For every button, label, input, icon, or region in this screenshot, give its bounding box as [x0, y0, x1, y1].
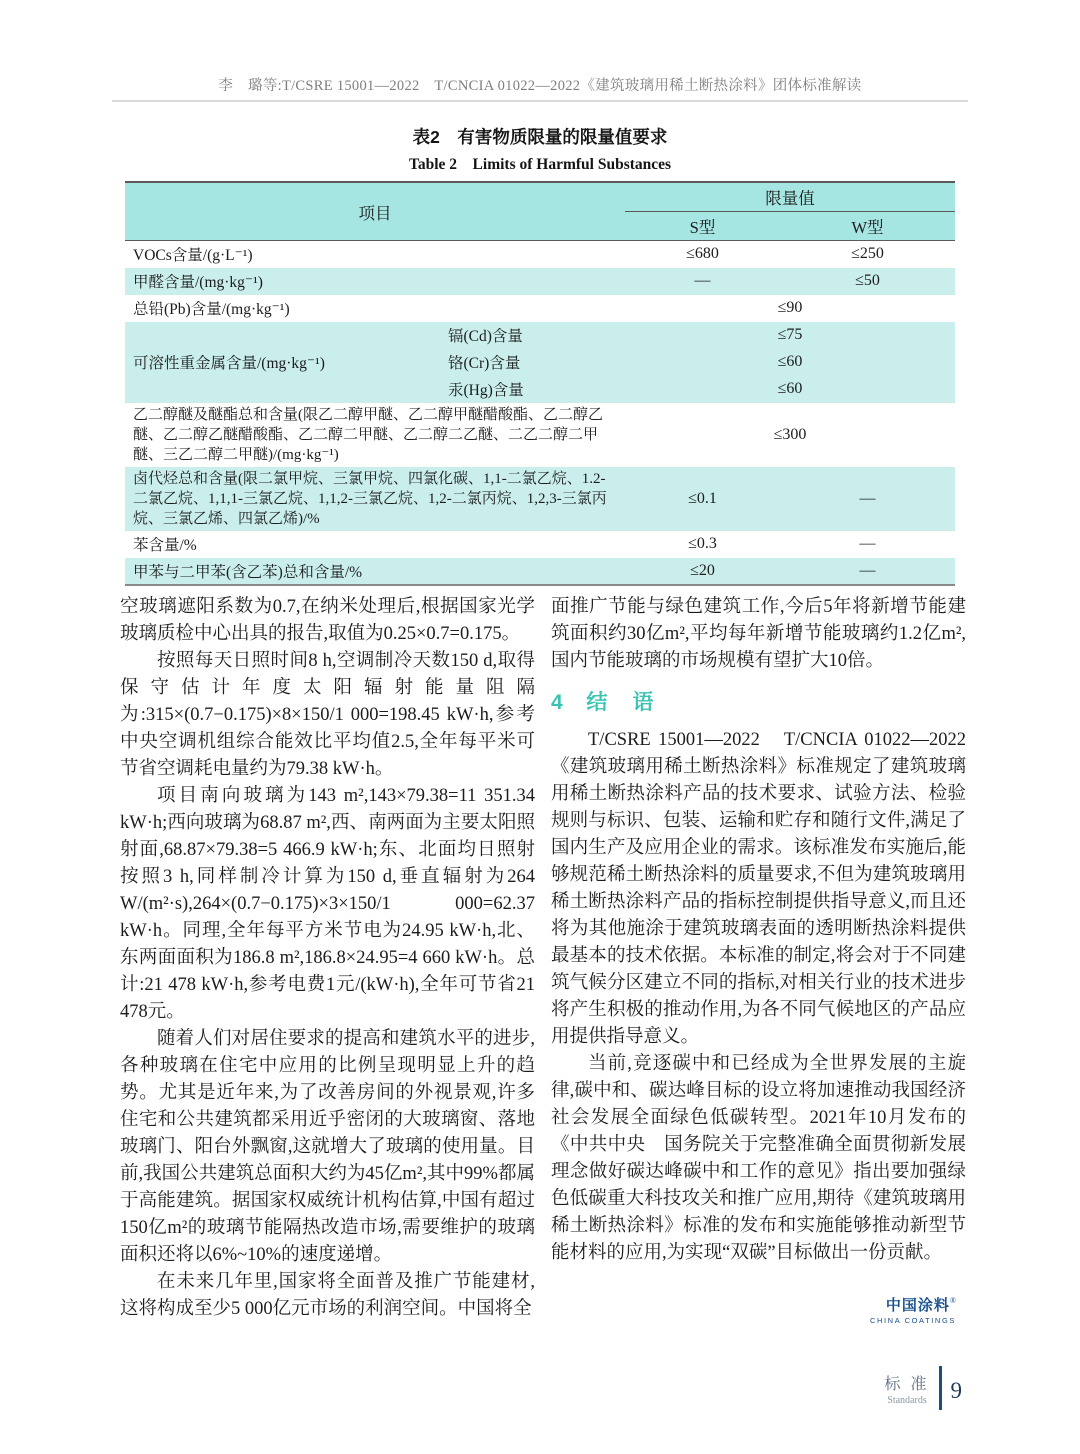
table-cell-s-value: — — [625, 268, 780, 295]
table-cell-s-value: ≤680 — [625, 241, 780, 268]
footer-section-en: Standards — [887, 1394, 927, 1406]
running-header: 李 璐等:T/CSRE 15001—2022 T/CNCIA 01022—2022《建筑玻璃用稀土断热涂料》团体标准解读 — [218, 78, 862, 94]
table-cell-merged-value: ≤60 — [625, 376, 955, 403]
table-cell-w-value: ≤250 — [780, 241, 955, 268]
table-cell-w-value: — — [780, 467, 955, 531]
table-cell-sublabel: 汞(Hg)含量 — [440, 376, 625, 403]
table-cell-w-value: — — [780, 558, 955, 585]
table-header-row — [125, 182, 955, 212]
header-cell-w-type: W型 — [780, 212, 955, 241]
header-rule — [112, 100, 968, 102]
table-row-glycol-ethers — [125, 403, 955, 467]
paragraph: 随着人们对居住要求的提高和建筑水平的进步,各种玻璃在住宅中应用的比例呈现明显上升的趋势。尤其是近年来,为了改善房间的外视景观,许多住宅和公共建筑都采用近乎密闭的大玻璃窗、落地玻璃门、阳台外飘窗,这就增大了玻璃的使用量。目前,我国公共建筑总面积大约为45亿m²,其中99%都属于高能建筑。据国家权威统计机构估算,中国有超过150亿m²的玻璃节能隔热改造市场,需要维护的玻璃面积还将以6%~10%的速度递增。 — [120, 1029, 535, 1265]
section-title: 结 语 — [586, 691, 656, 714]
table-cell-merged-value: ≤90 — [625, 295, 955, 322]
header-cell-limit: 限量值 — [625, 182, 955, 212]
table-cell-sublabel: 铬(Cr)含量 — [440, 349, 625, 376]
table-cell-label: VOCs含量/(g·L⁻¹) — [125, 241, 625, 268]
table-row-benzene — [125, 531, 955, 558]
table-cell-label: 甲苯与二甲苯(含乙苯)总和含量/% — [125, 558, 625, 585]
left-column — [120, 594, 535, 1326]
logo-text-zh: 中国涂料 — [885, 1297, 950, 1314]
table-cell-w-value: — — [780, 531, 955, 558]
table-cell-label: 总铅(Pb)含量/(mg·kg⁻¹) — [125, 295, 625, 322]
table-cell-label: 苯含量/% — [125, 531, 625, 558]
footer-section-zh: 标 准 — [884, 1375, 930, 1393]
footer-divider-bar — [939, 1366, 942, 1410]
paragraph: T/CSRE 15001—2022 T/CNCIA 01022—2022《建筑玻璃用稀土断热涂料》标准规定了建筑玻璃用稀土断热涂料产品的技术要求、试验方法、检验规则与标识、包装、运输和贮存和随行文件,满足了国内生产及应用企业的需求。该标准发布实施后,能够规范稀土断热涂料的质量要求,不但为建筑玻璃用稀土断热涂料产品的指标控制提供指导意义,而且还将为其他施涂于建筑玻璃表面的透明断热涂料提供最基本的技术依据。本标准的制定,将会对于不同建筑气候分区建立不同的指标,对相关行业的技术进步将产生积极的推动作用,为各不同气候地区的产品应用提供指导意义。 — [551, 730, 966, 1047]
table-cell-s-value: ≤0.3 — [625, 531, 780, 558]
china-coatings-logo — [551, 1295, 966, 1326]
paragraph: 空玻璃遮阳系数为0.7,在纳米处理后,根据国家光学玻璃质检中心出具的报告,取值为0.25×0.7=0.175。 — [120, 597, 535, 644]
table-cell-s-value: ≤20 — [625, 558, 780, 585]
harmful-substances-table — [125, 181, 955, 586]
table-cell-w-value: ≤50 — [780, 268, 955, 295]
section-heading-conclusion — [551, 690, 966, 716]
header-cell-s-type: S型 — [625, 212, 780, 241]
paragraph: 当前,竞逐碳中和已经成为全世界发展的主旋律,碳中和、碳达峰目标的设立将加速推动我国经济社会发展全面绿色低碳转型。2021年10月发布的《中共中央 国务院关于完整准确全面贯彻新发展理念做好碳达峰碳中和工作的意见》指出要加强绿色低碳重大科技攻关和推广应用,期待《建筑玻璃用稀土断热涂料》标准的发布和实施能够推动新型节能材料的应用,为实现“双碳”目标做出一份贡献。 — [551, 1054, 966, 1263]
table-cell-merged-value: ≤75 — [625, 322, 955, 349]
table-cell-label: 甲醛含量/(mg·kg⁻¹) — [125, 268, 625, 295]
table-cell-merged-value: ≤300 — [625, 403, 955, 467]
paragraph: 在未来几年里,国家将全面普及推广节能建材,这将构成至少5 000亿元市场的利润空间。中国将全 — [120, 1272, 535, 1319]
table-row-vocs — [125, 241, 955, 268]
harmful-substances-table-block — [125, 124, 955, 586]
table-cell-label: 可溶性重金属含量/(mg·kg⁻¹) — [125, 322, 440, 403]
paragraph: 项目南向玻璃为143 m²,143×79.38=11 351.34 kW·h;西向玻璃为68.87 m²,西、南两面为主要太阳照射面,68.87×79.38=5 466.9 kW·h;东、北面均日照射按照3 h,同样制冷计算为150 d,垂直辐射为264 W/(m²·s),264×(0.7−0.175)×3×150/1 000=62.37 kW·h。同理,全年每平方米节电为24.95 kW·h,北、东两面面积为186.8 m²,186.8×24.95=4 660 kW·h。总计:21 478 kW·h,参考电费1元/(kW·h),全年可节省21 478元。 — [120, 786, 535, 1022]
paragraph: 面推广节能与绿色建筑工作,今后5年将新增节能建筑面积约30亿m²,平均每年新增节能玻璃约1.2亿m²,国内节能玻璃的市场规模有望扩大10倍。 — [551, 597, 966, 671]
table-cell-label: 卤代烃总和含量(限二氯甲烷、三氯甲烷、四氯化碳、1,1-二氯乙烷、1.2-二氯乙烷、1,1,1-三氯乙烷、1,1,2-三氯乙烷、1,2-二氯丙烷、1,2,3-三氯丙烷、三氯乙烯、四氯乙烯)/% — [125, 467, 625, 531]
table-row-halogenated — [125, 467, 955, 531]
table-row-heavy-metals-cd — [125, 322, 955, 349]
table-cell-merged-value: ≤60 — [625, 349, 955, 376]
logo-text-en: CHINA COATINGS — [869, 1316, 956, 1326]
section-number: 4 — [551, 691, 563, 714]
page-footer — [884, 1366, 962, 1410]
footer-section-label — [884, 1371, 929, 1406]
table-row-toluene-xylene — [125, 558, 955, 585]
table-cell-s-value: ≤0.1 — [625, 467, 780, 531]
right-column — [551, 594, 966, 1326]
paragraph: 按照每天日照时间8 h,空调制冷天数150 d,取得保守估计年度太阳辐射能量阻隔为:315×(0.7−0.175)×8×150/1 000=198.45 kW·h,参考中央空调机组综合能效比平均值2.5,全年每平米可节省空调耗电量约为79.38 kW·h。 — [120, 651, 535, 779]
body-columns — [120, 594, 966, 1326]
table-row-lead — [125, 295, 955, 322]
table-cell-label: 乙二醇醚及醚酯总和含量(限乙二醇甲醚、乙二醇甲醚醋酸酯、乙二醇乙醚、乙二醇乙醚醋酸酯、乙二醇二甲醚、乙二醇二乙醚、二乙二醇二甲醚、三乙二醇二甲醚)/(mg·kg⁻¹) — [125, 403, 625, 467]
table-row-formaldehyde — [125, 268, 955, 295]
table-title-zh: 表2 有害物质限量的限量值要求 — [412, 127, 668, 147]
table-cell-sublabel: 镉(Cd)含量 — [440, 322, 625, 349]
header-cell-item: 项目 — [125, 182, 625, 241]
registered-mark: ® — [949, 1295, 956, 1305]
page-number: 9 — [950, 1378, 962, 1403]
table-title-en: Table 2 Limits of Harmful Substances — [408, 156, 672, 173]
